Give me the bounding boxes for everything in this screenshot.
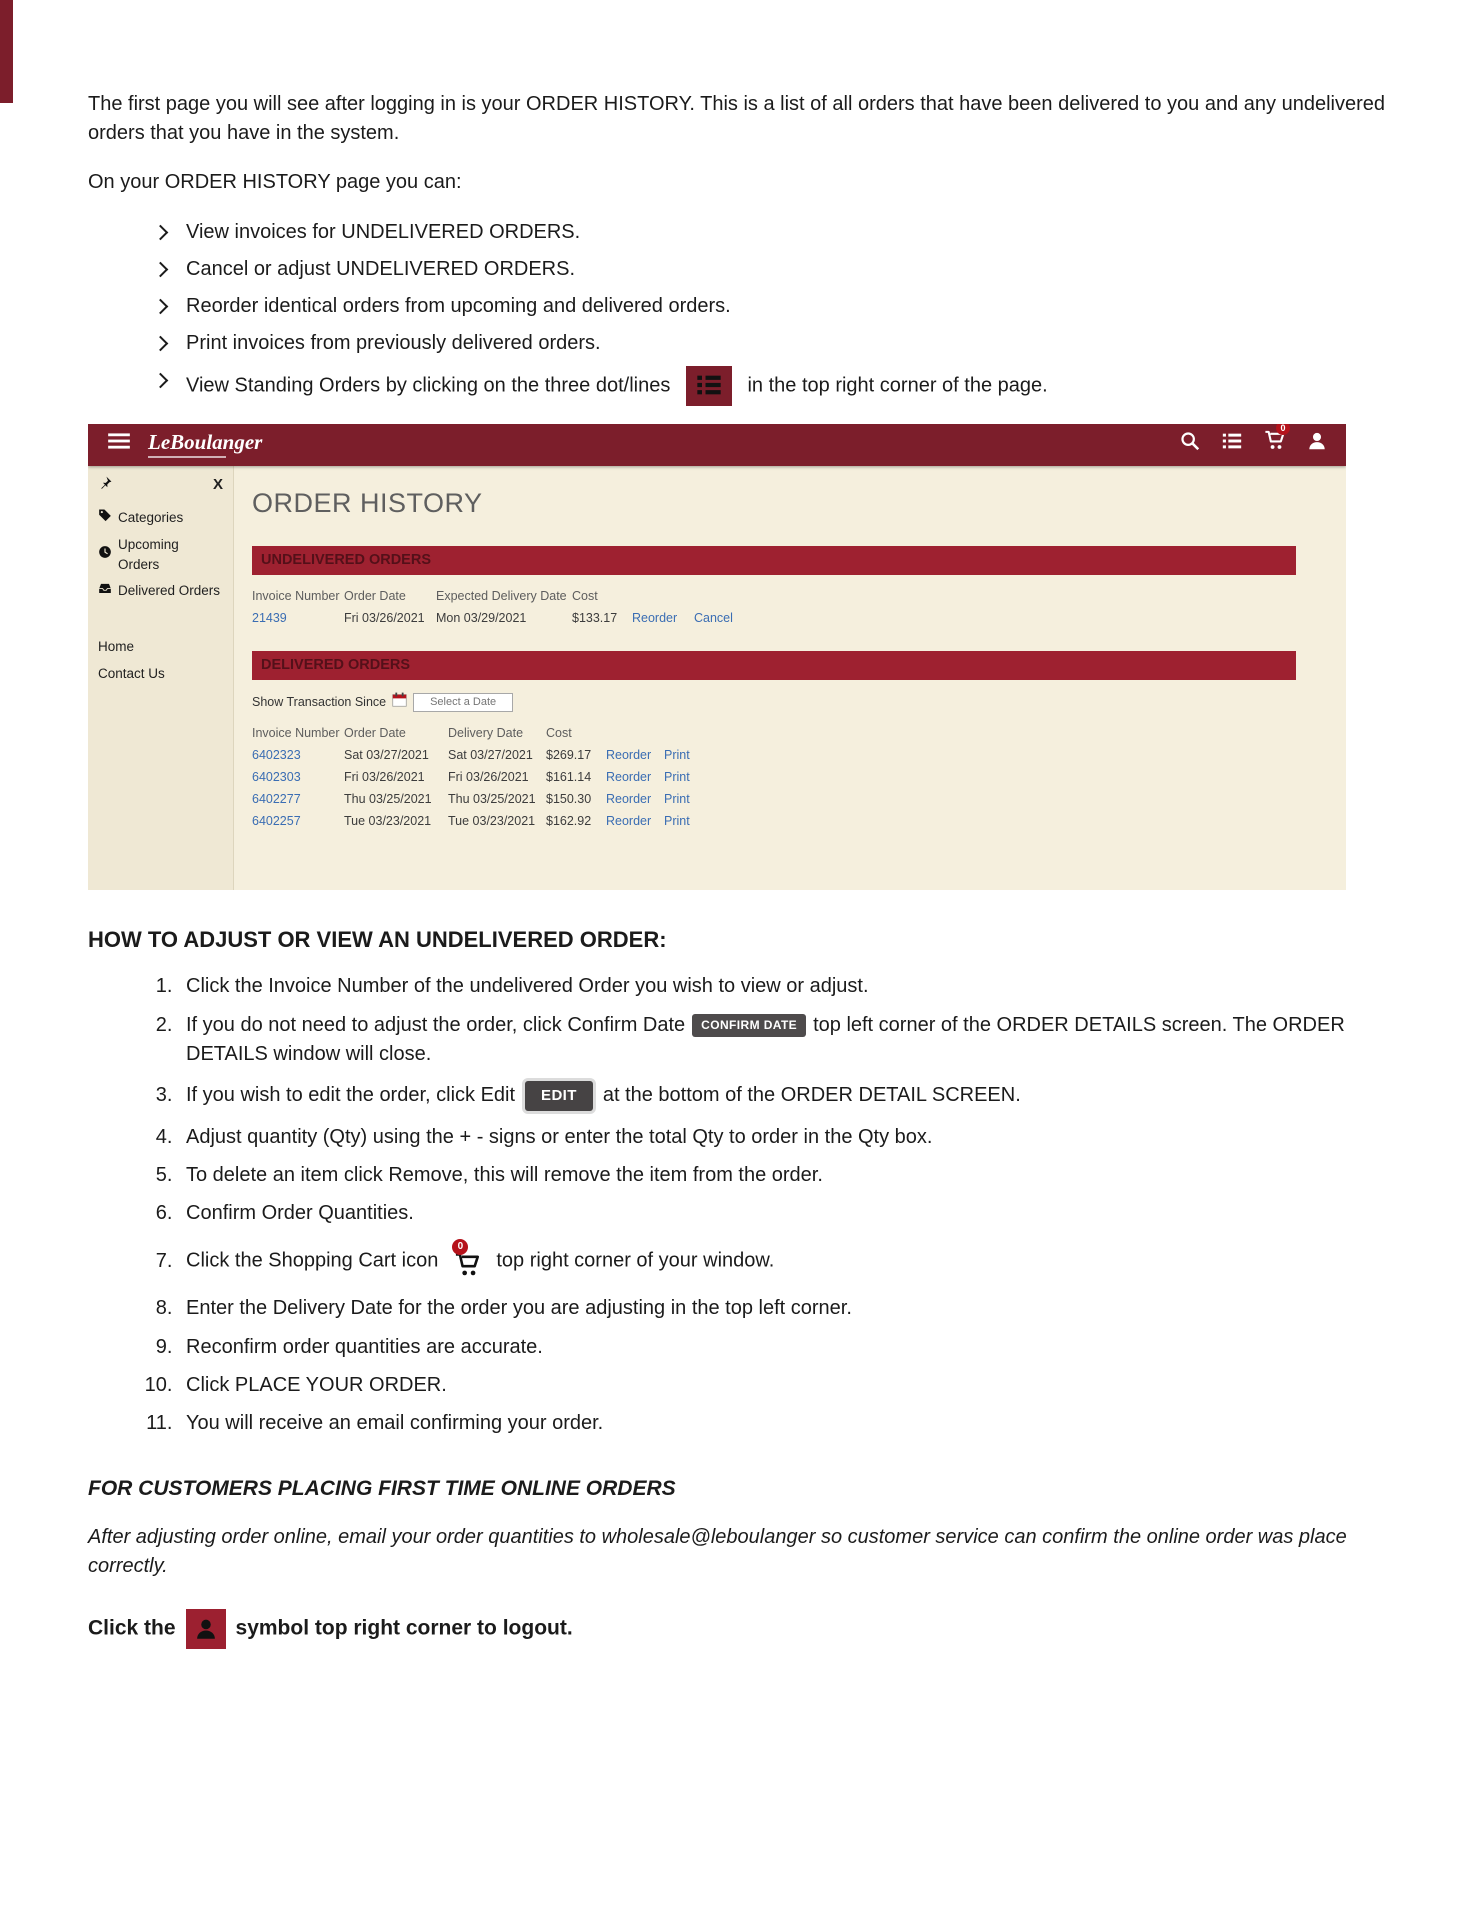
print-link[interactable]: Print <box>664 770 690 785</box>
table-row <box>252 788 1296 810</box>
sidebar-item-label: Categories <box>118 510 184 526</box>
reorder-link[interactable]: Reorder <box>606 792 652 807</box>
table-row <box>252 607 1296 629</box>
expected-delivery-cell: Mon 03/29/2021 <box>436 610 527 625</box>
user-icon[interactable] <box>1306 430 1328 461</box>
logout-post: symbol top right corner to logout. <box>235 1616 573 1640</box>
invoice-link[interactable]: 6402303 <box>252 770 301 785</box>
column-header: Order Date <box>344 726 406 741</box>
cancel-link[interactable]: Cancel <box>694 610 733 625</box>
delivered-orders-table <box>252 722 1296 832</box>
invoice-link[interactable]: 6402257 <box>252 814 301 829</box>
brand-logo: LeBoulanger <box>148 432 262 458</box>
list-item: Reorder identical orders from upcoming and delivered orders. <box>152 292 1398 321</box>
step-item: 4. Adjust quantity (Qty) using the + - signs or enter the total Qty to order in the Qty box. <box>178 1123 1398 1152</box>
app-header <box>88 424 1346 466</box>
delivered-orders-banner: DELIVERED ORDERS <box>252 651 1296 680</box>
standing-bullet-post: in the top right corner of the page. <box>747 374 1048 397</box>
list-item <box>152 366 1398 406</box>
invoice-link[interactable]: 6402323 <box>252 748 301 763</box>
column-header: Cost <box>546 726 572 741</box>
table-row <box>252 810 1296 832</box>
capabilities-list <box>152 218 1398 407</box>
order-history-main <box>234 466 1346 890</box>
print-link[interactable]: Print <box>664 748 690 763</box>
column-header: Order Date <box>344 588 406 603</box>
logout-instruction <box>88 1609 1398 1649</box>
delivery-date-cell: Fri 03/26/2021 <box>448 770 529 785</box>
edit-button-image: EDIT <box>522 1078 596 1114</box>
standing-orders-icon <box>686 366 732 406</box>
sidebar-item-contact-us[interactable]: Contact Us <box>98 665 165 681</box>
cart-badge-image: 0 <box>452 1239 468 1255</box>
step-text: Click the Shopping Cart icon <box>186 1249 439 1272</box>
steps-list <box>152 972 1398 1438</box>
column-header: Cost <box>572 588 598 603</box>
reorder-link[interactable]: Reorder <box>606 814 652 829</box>
step-text: at the bottom of the ORDER DETAIL SCREEN. <box>602 1084 1021 1107</box>
step-item: 10. Click PLACE YOUR ORDER. <box>178 1371 1398 1400</box>
transaction-filter-label: Show Transaction Since <box>252 695 387 710</box>
cost-cell: $133.17 <box>572 610 618 625</box>
invoice-link[interactable]: 6402277 <box>252 792 301 807</box>
cost-cell: $150.30 <box>546 792 592 807</box>
sidebar-item-home[interactable]: Home <box>98 639 135 655</box>
undelivered-orders-table <box>252 585 1296 629</box>
list-item: Cancel or adjust UNDELIVERED ORDERS. <box>152 255 1398 284</box>
intro-paragraph: The first page you will see after logging in is your ORDER HISTORY. This is a list of all orders that have been delivered to you and any undelivered orders that you have in the system. <box>88 93 1385 145</box>
first-time-heading: FOR CUSTOMERS PLACING FIRST TIME ONLINE ORDERS <box>88 1477 676 1501</box>
sidebar-links <box>98 637 223 683</box>
reorder-link[interactable]: Reorder <box>632 610 678 625</box>
table-row <box>252 744 1296 766</box>
column-header: Invoice Number <box>252 726 340 741</box>
reorder-link[interactable]: Reorder <box>606 770 652 785</box>
step-text: If you do not need to adjust the order, click Confirm Date <box>186 1013 686 1036</box>
invoice-link[interactable]: 21439 <box>252 610 287 625</box>
order-date-cell: Thu 03/25/2021 <box>344 792 432 807</box>
sidebar-item-upcoming-orders[interactable] <box>98 535 223 574</box>
cart-badge: 0 <box>1276 424 1290 435</box>
cart-icon[interactable] <box>1263 424 1286 461</box>
cart-icon-image <box>446 1237 488 1285</box>
step-item: 11. You will receive an email confirming your order. <box>178 1409 1398 1438</box>
step-text: top right corner of your window. <box>496 1249 775 1272</box>
sidebar-item-delivered-orders[interactable] <box>98 581 223 601</box>
step-item <box>178 1011 1398 1069</box>
step-item: 6. Confirm Order Quantities. <box>178 1199 1398 1228</box>
sidebar-item-label: Upcoming Orders <box>118 536 179 572</box>
reorder-link[interactable]: Reorder <box>606 748 652 763</box>
app-body <box>88 466 1346 890</box>
print-link[interactable]: Print <box>664 814 690 829</box>
step-item: 8. Enter the Delivery Date for the order you are adjusting in the top left corner. <box>178 1294 1398 1323</box>
header-icons <box>1179 424 1328 461</box>
cost-cell: $269.17 <box>546 748 592 763</box>
column-header: Delivery Date <box>448 726 524 741</box>
capabilities-lead: On your ORDER HISTORY page you can: <box>88 171 462 194</box>
sidebar-close-button[interactable]: X <box>212 476 223 494</box>
clock-icon <box>98 545 112 565</box>
sidebar-item-label: Delivered Orders <box>118 583 221 599</box>
date-filter-input[interactable] <box>413 693 513 712</box>
column-header: Expected Delivery Date <box>436 588 567 603</box>
table-header-row <box>252 722 1296 744</box>
first-time-paragraph: After adjusting order online, email your order quantities to wholesale@leboulanger so customer service can confirm the online order was place correctly. <box>88 1525 1347 1578</box>
order-date-cell: Fri 03/26/2021 <box>344 610 425 625</box>
list-item: Print invoices from previously delivered orders. <box>152 329 1398 358</box>
sidebar <box>88 466 234 890</box>
search-icon[interactable] <box>1179 430 1201 461</box>
step-item: 9. Reconfirm order quantities are accurate. <box>178 1333 1398 1362</box>
step-item: 5. To delete an item click Remove, this will remove the item from the order. <box>178 1161 1398 1190</box>
delivery-date-cell: Thu 03/25/2021 <box>448 792 536 807</box>
brand-tagline-rule <box>148 456 226 458</box>
standing-bullet-pre: View Standing Orders by clicking on the three dot/lines <box>186 374 671 397</box>
app-screenshot <box>88 424 1346 890</box>
order-date-cell: Fri 03/26/2021 <box>344 770 425 785</box>
sidebar-item-categories[interactable] <box>98 508 223 528</box>
step-text: If you wish to edit the order, click Edit <box>186 1084 516 1107</box>
confirm-date-button-image: CONFIRM DATE <box>692 1014 806 1038</box>
page-accent-bar <box>0 0 13 103</box>
user-icon-image <box>186 1609 226 1649</box>
hamburger-icon[interactable] <box>106 428 132 463</box>
step-item: 1. Click the Invoice Number of the undelivered Order you wish to view or adjust. <box>178 972 1398 1001</box>
undelivered-orders-banner: UNDELIVERED ORDERS <box>252 546 1296 575</box>
delivery-date-cell: Tue 03/23/2021 <box>448 814 536 829</box>
cost-cell: $161.14 <box>546 770 592 785</box>
pin-icon[interactable] <box>98 475 113 496</box>
order-date-cell: Tue 03/23/2021 <box>344 814 432 829</box>
page-title: ORDER HISTORY <box>252 488 483 519</box>
transaction-filter <box>252 692 1296 712</box>
print-link[interactable]: Print <box>664 792 690 807</box>
column-header: Invoice Number <box>252 588 340 603</box>
step-item <box>178 1078 1398 1114</box>
how-to-heading: HOW TO ADJUST OR VIEW AN UNDELIVERED ORDER: <box>88 927 667 953</box>
standing-orders-list-icon[interactable] <box>1221 430 1243 461</box>
list-item: View invoices for UNDELIVERED ORDERS. <box>152 218 1398 247</box>
step-item <box>178 1237 1398 1285</box>
categories-icon <box>98 508 112 528</box>
logout-pre: Click the <box>88 1616 176 1640</box>
step-text: top left corner of the ORDER DETAILS screen. The ORDER DETAILS window will close. <box>186 1013 1345 1065</box>
cost-cell: $162.92 <box>546 814 592 829</box>
sidebar-top <box>98 474 223 496</box>
table-row <box>252 766 1296 788</box>
calendar-icon[interactable] <box>392 692 407 712</box>
delivery-date-cell: Sat 03/27/2021 <box>448 748 533 763</box>
order-date-cell: Sat 03/27/2021 <box>344 748 429 763</box>
inbox-icon <box>98 581 112 601</box>
table-header-row <box>252 585 1296 607</box>
